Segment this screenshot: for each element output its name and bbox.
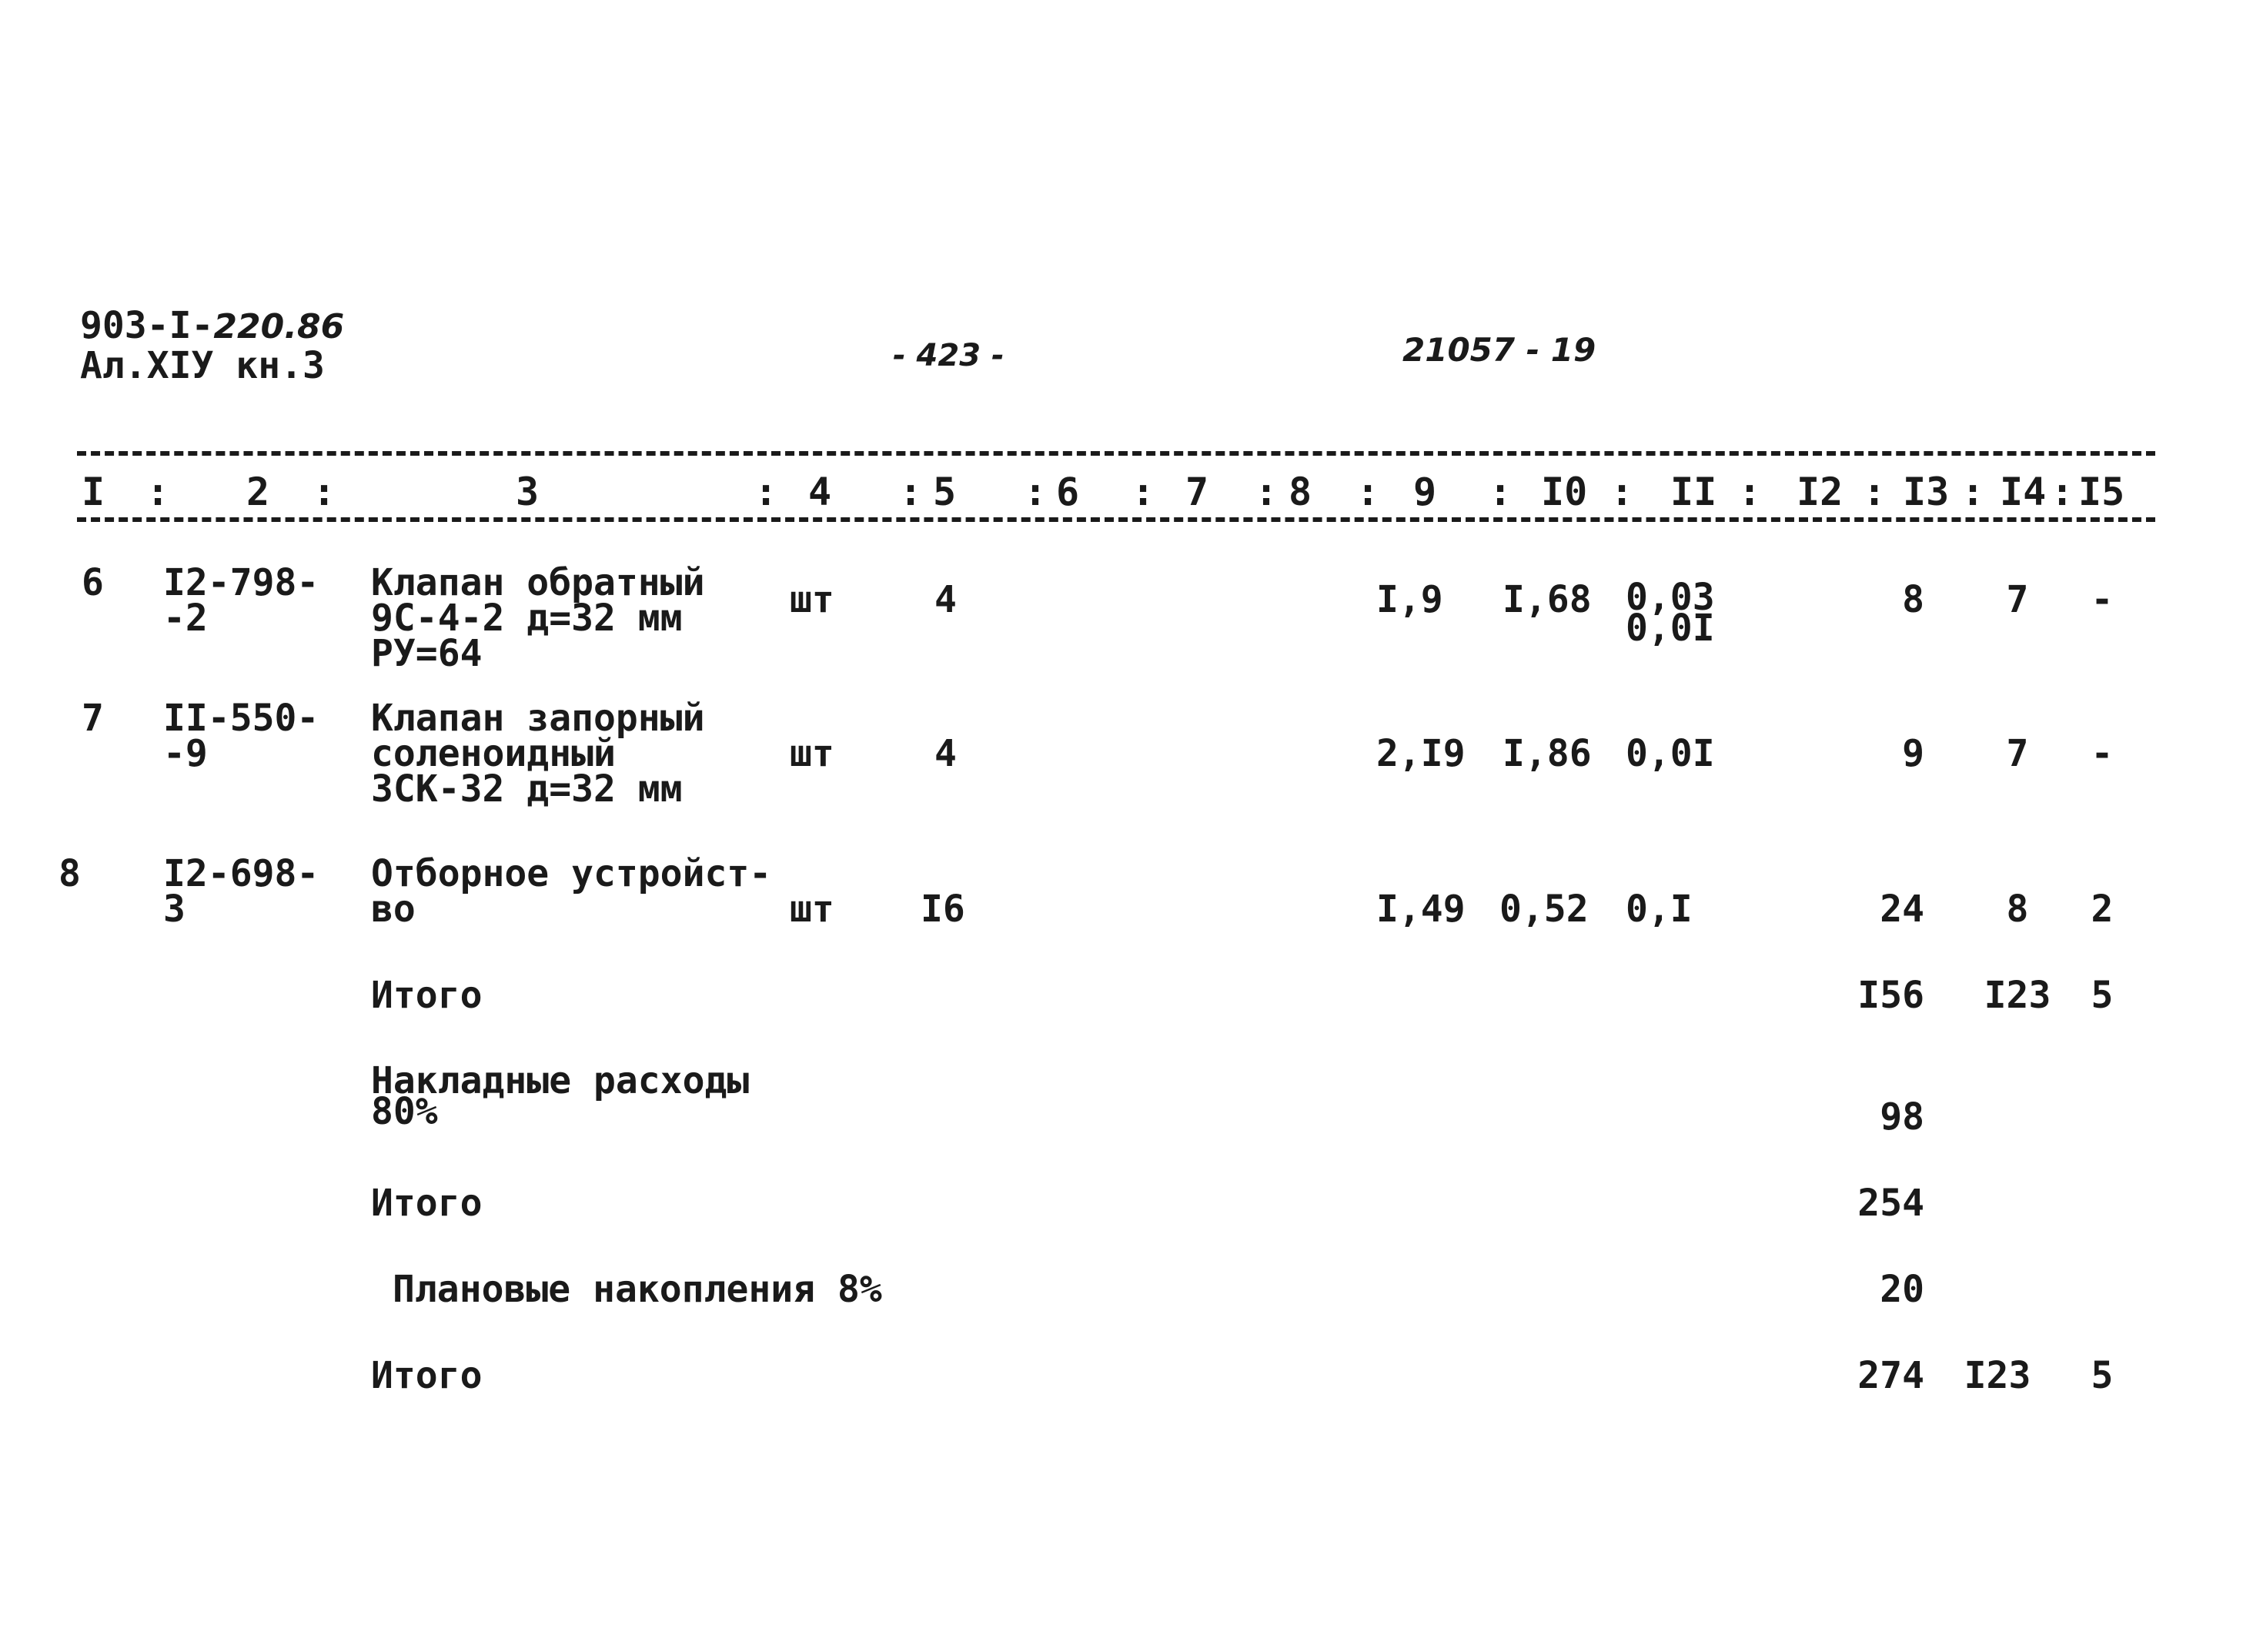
column-header: 4 — [808, 470, 832, 514]
column-separator: : — [1738, 470, 1762, 514]
col-12-value: I56 — [1857, 974, 1924, 1017]
col-10-value: I,86 — [1503, 732, 1592, 775]
column-header: I3 — [1903, 470, 1950, 514]
column-header: 9 — [1413, 470, 1437, 514]
col-11-value: 0,03 0,0I — [1626, 576, 1715, 650]
column-separator: : — [1132, 470, 1155, 514]
album-book-label: Ал.XIУ кн.3 — [80, 344, 325, 387]
totals-label: Итого — [371, 1354, 483, 1397]
col-12-value: 254 — [1857, 1182, 1924, 1225]
unit: шт — [790, 578, 834, 621]
col-14-value: - — [2091, 732, 2114, 775]
totals-label: Итого — [371, 974, 483, 1017]
column-separator: : — [313, 470, 336, 514]
column-header: I — [82, 470, 105, 514]
col-11-value: 0,0I — [1626, 732, 1715, 775]
col-9-value: I,49 — [1376, 888, 1466, 931]
page-number: - 423 - — [893, 338, 1005, 373]
column-separator: : — [1489, 470, 1513, 514]
col-13-value: I23 — [1984, 974, 2051, 1017]
col-11-value: 0,I — [1626, 888, 1693, 931]
col-13-value: 7 — [2006, 578, 2029, 621]
col-10-value: 0,52 — [1499, 888, 1589, 931]
column-header: I0 — [1541, 470, 1588, 514]
col-12-value: 9 — [1902, 732, 1924, 775]
registration-stamp: 21057 - 19 — [1402, 331, 1596, 369]
column-header: 6 — [1056, 470, 1080, 514]
planned-savings-label: Плановые накопления 8% — [393, 1268, 882, 1311]
column-separator: : — [899, 470, 923, 514]
row-number: 6 — [82, 561, 104, 604]
column-separator: : — [1610, 470, 1634, 514]
col-10-value: I,68 — [1503, 578, 1592, 621]
price-code: I2-798- -2 — [163, 561, 319, 640]
col-14-value: - — [2091, 578, 2114, 621]
item-name: Клапан запорный соленоидный ЗСК-32 д=32 мм — [371, 697, 705, 811]
col-13-value: 8 — [2006, 888, 2029, 931]
document-code — [80, 304, 345, 347]
column-header: I2 — [1797, 470, 1844, 514]
document-code-handwritten: 220.86 — [213, 307, 345, 346]
quantity: 4 — [934, 732, 957, 775]
col-12-value: 8 — [1902, 578, 1924, 621]
column-separator: : — [754, 470, 778, 514]
column-header: 3 — [516, 470, 540, 514]
col-14-value: 5 — [2091, 974, 2114, 1017]
col-14-value: 2 — [2091, 888, 2114, 931]
quantity: I6 — [921, 888, 965, 931]
column-header: II — [1670, 470, 1717, 514]
row-number: 7 — [82, 697, 104, 740]
col-13-value: I23 — [1964, 1354, 2031, 1397]
col-9-value: 2,I9 — [1376, 732, 1466, 775]
column-separator: : — [2051, 470, 2074, 514]
column-separator: : — [1863, 470, 1887, 514]
column-separator: : — [1356, 470, 1380, 514]
totals-label: Итого — [371, 1182, 483, 1225]
column-separator: : — [1961, 470, 1985, 514]
col-12-value: 274 — [1857, 1354, 1924, 1397]
column-header: 8 — [1289, 470, 1312, 514]
col-12-value: 98 — [1880, 1095, 1924, 1139]
unit: шт — [790, 888, 834, 931]
column-header: I4 — [2000, 470, 2047, 514]
column-header: I5 — [2078, 470, 2125, 514]
overhead-label: Накладные расходы 80% — [371, 1059, 750, 1133]
column-header: 7 — [1185, 470, 1209, 514]
column-separator: : — [1255, 470, 1279, 514]
column-header: 2 — [246, 470, 270, 514]
col-12-value: 20 — [1880, 1268, 1924, 1311]
price-code: II-550- -9 — [163, 697, 319, 775]
col-12-value: 24 — [1880, 888, 1924, 931]
quantity: 4 — [934, 578, 957, 621]
price-code: I2-698- 3 — [163, 852, 319, 931]
header-top-rule — [77, 451, 2155, 456]
col-14-value: 5 — [2091, 1354, 2114, 1397]
column-separator: : — [146, 470, 170, 514]
item-name: Клапан обратный 9С-4-2 д=32 мм РУ=64 — [371, 561, 705, 675]
col-9-value: I,9 — [1376, 578, 1443, 621]
unit: шт — [790, 732, 834, 775]
item-name: Отборное устройст- во — [371, 852, 772, 931]
column-header: 5 — [933, 470, 957, 514]
header-bottom-rule — [77, 517, 2155, 522]
document-code-typed: 903-I- — [80, 304, 214, 347]
row-number: 8 — [58, 852, 81, 895]
col-13-value: 7 — [2006, 732, 2029, 775]
column-separator: : — [1024, 470, 1048, 514]
